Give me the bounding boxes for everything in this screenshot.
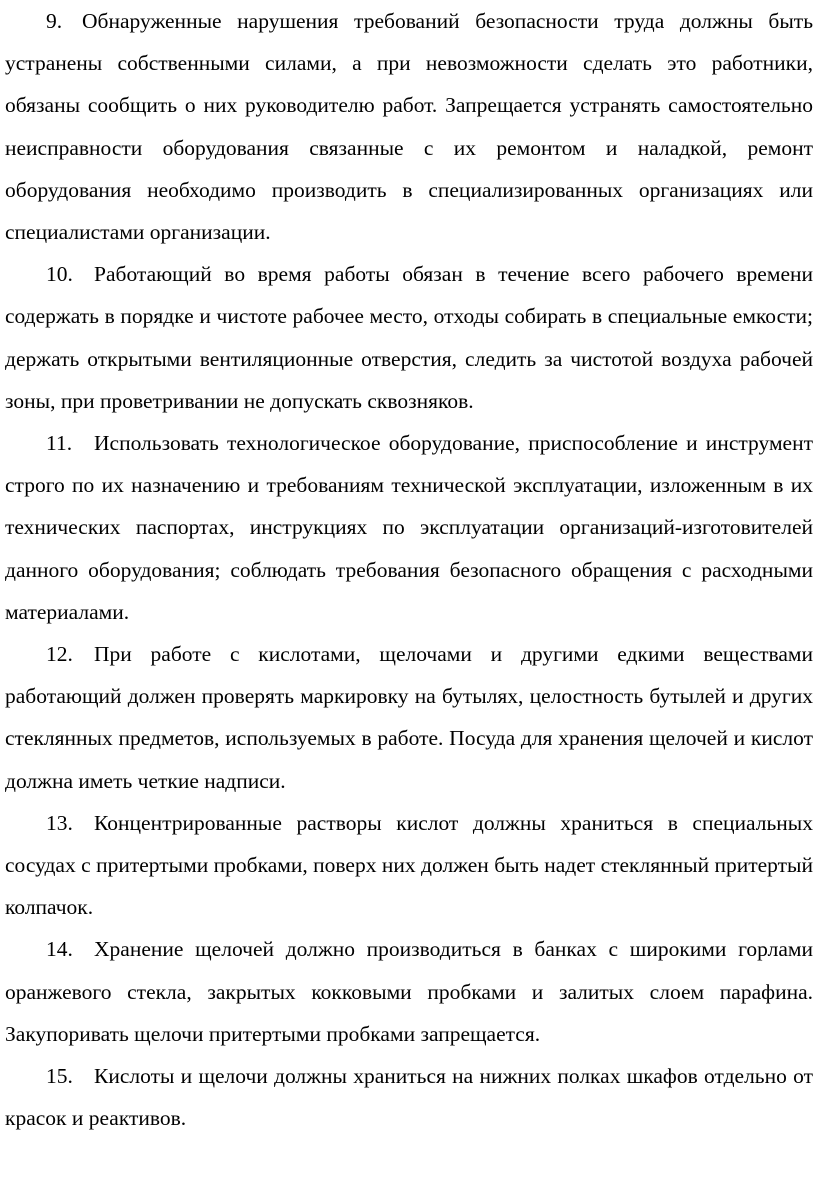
list-item-12 — [5, 633, 813, 802]
item-number: 13. — [46, 810, 73, 835]
item-text: Использовать технологическое оборудование, приспособление и инструмент строго по их назначению и требованиям технической эксплуатации, изложенным в их технических паспортах, инструкциях по эксплуатации организаций-изготовителей данного оборудования; соблюдать требования безопасного обращения с расходными материалами. — [5, 431, 813, 624]
item-number: 14. — [46, 937, 73, 962]
item-text: Работающий во время работы обязан в течение всего рабочего времени содержать в порядке и чистоте рабочее место, отходы собирать в специальные емкости; держать открытыми вентиляционные отверстия, следить за чистотой воздуха рабочей зоны, при проветривании не допускать сквозняков. — [5, 262, 813, 413]
item-text: Хранение щелочей должно производиться в банках с широкими горлами оранжевого стекла, закрытых кокковыми пробками и залитых слоем парафина. Закупоривать щелочи притертыми пробками запрещается. — [5, 937, 813, 1046]
list-item-11 — [5, 422, 813, 633]
item-text: Обнаруженные нарушения требований безопасности труда должны быть устранены собственными силами, а при невозможности сделать это работники, обязаны сообщить о них руководителю работ. Запрещается устранять самостоятельно неисправности оборудования связанные с их ремонтом и наладкой, ремонт оборудования необходимо производить в специализированных организациях или специалистами организации. — [5, 9, 813, 245]
item-text: Кислоты и щелочи должны храниться на нижних полках шкафов отдельно от красок и реактивов. — [5, 1064, 813, 1131]
item-text: При работе с кислотами, щелочами и другими едкими веществами работающий должен проверять маркировку на бутылях, целостность бутылей и других стеклянных предметов, используемых в работе. Посуда для хранения щелочей и кислот должна иметь четкие надписи. — [5, 642, 813, 793]
list-item-14 — [5, 928, 813, 1055]
item-number: 9. — [46, 9, 63, 33]
item-number: 12. — [46, 642, 73, 667]
item-number: 10. — [46, 262, 73, 287]
list-item-15 — [5, 1055, 813, 1139]
list-item-10 — [5, 253, 813, 422]
list-item-13 — [5, 802, 813, 929]
list-item-9 — [5, 0, 813, 253]
item-text: Концентрированные растворы кислот должны храниться в специальных сосудах с притертыми пробками, поверх них должен быть надет стеклянный притертый колпачок. — [5, 810, 813, 920]
item-number: 15. — [46, 1064, 73, 1089]
document-page — [5, 0, 813, 1139]
item-number: 11. — [46, 431, 73, 456]
